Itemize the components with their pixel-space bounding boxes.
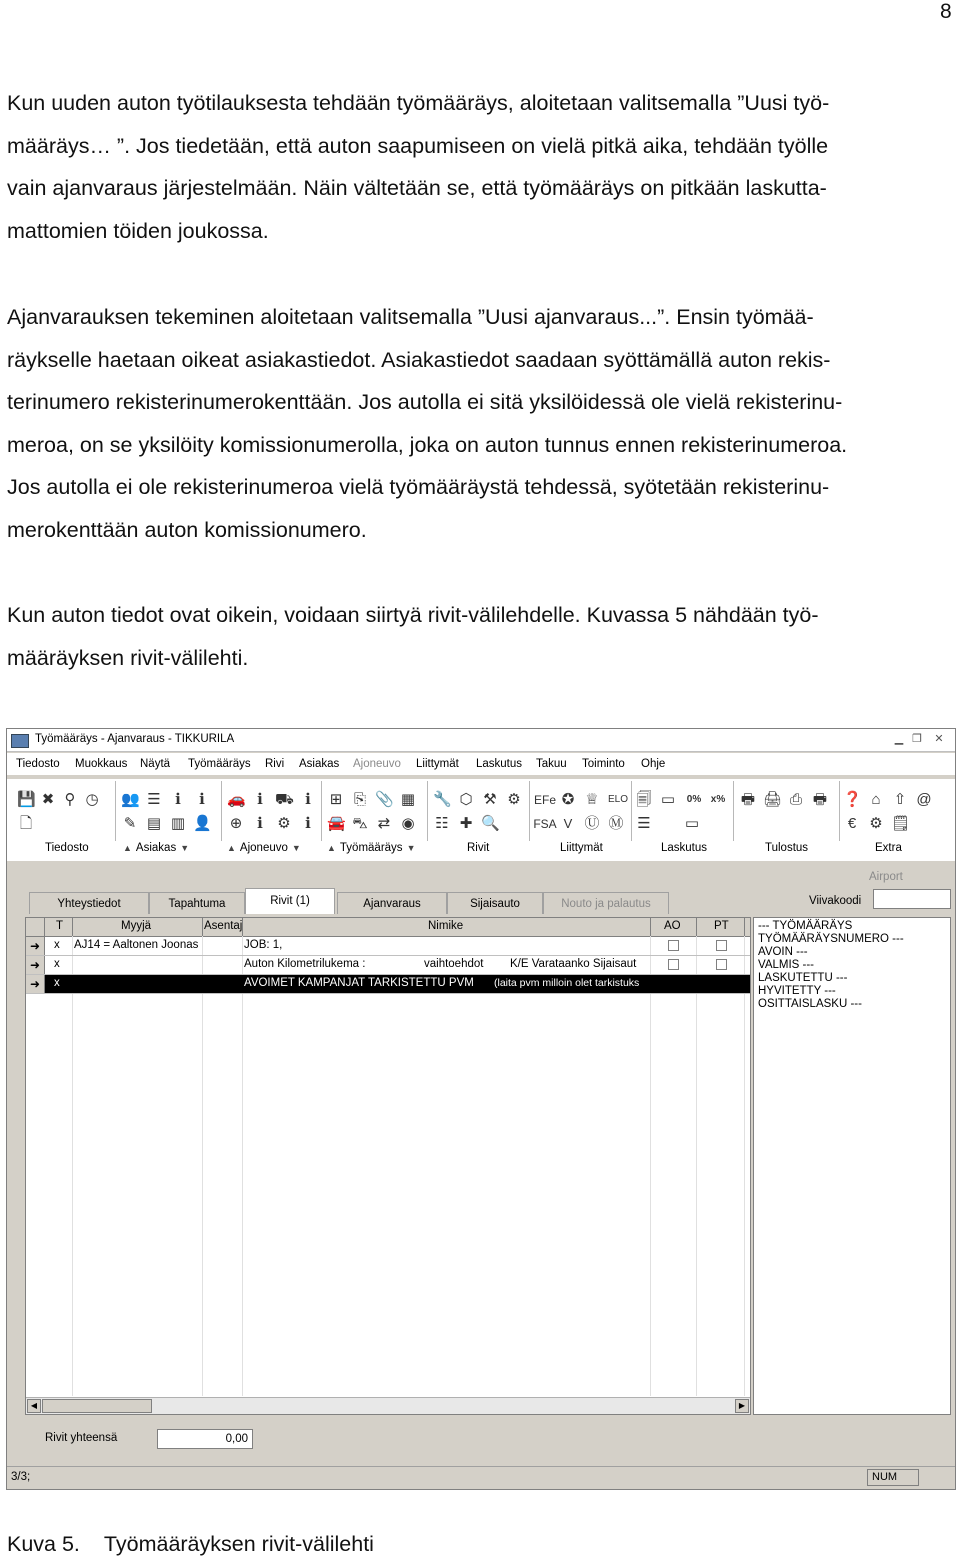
elo-icon[interactable]: ELO: [607, 794, 628, 805]
paragraph-line: Kun uuden auton työtilauksesta tehdään työmääräys, aloitetaan valitsemalla ”Uusi työ-: [7, 91, 830, 115]
row-pointer-icon: ➜: [26, 937, 45, 955]
column-header-myyja[interactable]: Myyjä: [121, 920, 152, 932]
column-header-pt[interactable]: PT: [714, 920, 729, 932]
vehicle-lift-icon[interactable]: ⛟: [275, 791, 294, 808]
toolbar: [7, 779, 955, 861]
home-icon[interactable]: ⌂: [871, 791, 881, 808]
caption-text: Työmääräyksen rivit-välilehti: [103, 1532, 374, 1556]
column-header-t[interactable]: T: [56, 920, 64, 932]
airport-label: Airport: [869, 871, 903, 883]
toolbar-label-ajoneuvo: [227, 842, 301, 854]
new-document-icon[interactable]: 🗋: [19, 815, 33, 832]
print-all-icon[interactable]: 🖶: [812, 791, 828, 808]
status-list-item[interactable]: OSITTAISLASKU ---: [758, 998, 862, 1010]
close-icon[interactable]: ✕: [934, 733, 944, 745]
caption-label: Kuva 5.: [7, 1532, 80, 1556]
cell-nimike-extra: K/E Varataanko Sijaisaut: [510, 958, 637, 970]
arrow-up-icon[interactable]: ▲: [123, 843, 132, 853]
amount-icon[interactable]: ▭: [660, 791, 676, 808]
cell-t: x: [54, 958, 60, 970]
toolbar-label-asiakas: [123, 842, 189, 854]
rows-total-value: 0,00: [157, 1429, 253, 1449]
column-header-asentaja[interactable]: Asentaj: [204, 920, 243, 932]
toolbar-label-extra: Extra: [875, 842, 902, 854]
minimize-icon[interactable]: ▁: [894, 733, 904, 745]
customer-info-icon[interactable]: 👤: [193, 815, 212, 832]
help-icon[interactable]: ❓: [843, 791, 862, 808]
toolbar-group-extra: [841, 781, 947, 841]
transfer-icon[interactable]: ⇄: [377, 815, 391, 832]
row-pointer-icon: ➜: [26, 975, 45, 993]
menu-ajoneuvo: Ajoneuvo: [353, 758, 401, 770]
toolbar-label-text: Työmääräys: [339, 842, 403, 854]
menu-asiakas[interactable]: Asiakas: [299, 758, 340, 770]
cell-nimike-note: (laita pvm milloin olet tarkistuks: [494, 977, 640, 989]
scroll-right-icon[interactable]: ▶: [735, 1399, 749, 1413]
tab-rivit[interactable]: Rivit (1): [245, 888, 335, 914]
customer-list-icon[interactable]: ☰: [147, 791, 161, 808]
app-icon: [11, 734, 29, 748]
status-record-count: 3/3;: [11, 1471, 31, 1483]
menu-rivi[interactable]: Rivi: [265, 758, 285, 770]
toolbar-group-asiakas: [117, 781, 222, 841]
menu-tiedosto[interactable]: Tiedosto: [16, 758, 60, 770]
num-lock-indicator: NUM: [867, 1469, 919, 1486]
paragraph-line: terinumero rekisterinumerokenttään. Jos autolla ei sitä yksilöidessä ole vielä rekisterinu-: [7, 390, 843, 414]
car-service-icon[interactable]: ⚙: [277, 815, 291, 832]
status-list-item[interactable]: VALMIS ---: [758, 959, 815, 971]
car-check-icon[interactable]: ⛍: [352, 815, 368, 832]
rows-icon[interactable]: ☷: [435, 815, 449, 832]
paragraph-3: [7, 594, 957, 679]
info-icon[interactable]: ℹ: [305, 791, 311, 808]
paragraph-line: räykselle haetaan oikeat asiakastiedot. Asiakastiedot saadaan syöttämällä auton rekis-: [7, 347, 831, 372]
ao-checkbox[interactable]: [668, 959, 679, 970]
toolbar-group-liittymat: [531, 781, 632, 841]
figure-caption: [7, 1532, 398, 1557]
mp-icon[interactable]: Ⓜ: [608, 815, 624, 832]
toolbar-group-rivit: [429, 781, 530, 841]
copy-work-order-icon[interactable]: ⎘: [353, 791, 366, 808]
toolbar-label-text: Ajoneuvo: [239, 842, 288, 854]
save-icon[interactable]: 💾: [17, 791, 36, 808]
euro-icon[interactable]: €: [847, 815, 857, 832]
menu-tyomaarays[interactable]: Työmääräys: [188, 758, 251, 770]
column-header-nimike[interactable]: Nimike: [428, 920, 464, 932]
paragraph-line: Jos autolla ei ole rekisterinumeroa vielä työmääräystä tehdessä, syötetään rekisterinu-: [7, 475, 830, 499]
paragraph-line: vain ajanvaraus järjestelmään. Näin vältetään se, että työmääräys on pitkään laskutta-: [7, 176, 827, 200]
application-screenshot: [6, 728, 956, 1490]
print-preview-icon[interactable]: 🖨: [763, 791, 783, 808]
toolbar-label-tiedosto: Tiedosto: [45, 842, 89, 854]
status-list-item[interactable]: AVOIN ---: [758, 946, 808, 958]
status-list: [753, 917, 951, 1415]
arrow-down-icon[interactable]: ▼: [406, 843, 416, 853]
pt-checkbox[interactable]: [716, 940, 727, 951]
documents-icon[interactable]: ▦: [400, 791, 416, 808]
column-header-ao[interactable]: AO: [664, 920, 681, 932]
toolbar-label-tyomaarays: [327, 842, 415, 854]
cell-nimike-options: vaihtoehdot: [424, 958, 484, 970]
delete-icon[interactable]: ✖: [41, 791, 55, 808]
tab-sijaisauto[interactable]: Sijaisauto: [447, 892, 543, 914]
car-icon[interactable]: 🚘: [327, 815, 346, 832]
search-row-icon[interactable]: 🔍: [481, 815, 500, 832]
arrow-up-icon[interactable]: ▲: [327, 843, 336, 853]
cell-nimike: JOB: 1,: [244, 939, 283, 951]
arrow-down-icon[interactable]: ▼: [180, 843, 190, 853]
toolbar-label-rivit: Rivit: [467, 842, 490, 854]
rows-total-label: Rivit yhteensä: [45, 1432, 118, 1444]
paragraph-line: mattomien töiden joukossa.: [7, 218, 269, 243]
paragraph-1: [7, 82, 957, 252]
paragraph-line: meroa, on se yksilöity komissionumerolla, joka on auton tunnus ennen rekisterinumeroa.: [7, 432, 848, 457]
arrow-up-icon[interactable]: ▲: [227, 843, 236, 853]
new-work-order-icon[interactable]: ⊞: [329, 791, 343, 808]
title-bar: [7, 729, 955, 752]
menu-toiminto[interactable]: Toiminto: [582, 758, 625, 770]
menu-bar: [7, 753, 955, 775]
tools-icon[interactable]: ⚒: [483, 791, 497, 808]
table-row-selected[interactable]: [26, 975, 750, 994]
x-percent-icon[interactable]: x%: [710, 794, 726, 805]
tab-nouto-ja-palautus: Nouto ja palautus: [543, 892, 669, 914]
menu-laskutus[interactable]: Laskutus: [476, 758, 523, 770]
menu-takuu[interactable]: Takuu: [536, 758, 567, 770]
email-icon[interactable]: @: [916, 791, 932, 808]
nut-icon[interactable]: ⬡: [459, 791, 473, 808]
pt-checkbox[interactable]: [716, 959, 727, 970]
status-list-item[interactable]: HYVITETTY ---: [758, 985, 836, 997]
tab-yhteystiedot[interactable]: Yhteystiedot: [29, 892, 149, 914]
viivakoodi-input[interactable]: [873, 889, 951, 909]
menu-muokkaus[interactable]: Muokkaus: [75, 758, 128, 770]
toolbar-group-tulostus: [735, 781, 840, 841]
invoice-search-icon[interactable]: 🗐: [636, 791, 652, 808]
paragraph-line: määräys… ”. Jos tiedetään, että auton saapumiseen on vielä pitkä aika, tehdään työlle: [7, 133, 829, 158]
emblem-icon[interactable]: ✪: [561, 791, 575, 808]
clock-icon[interactable]: ◷: [85, 791, 99, 808]
fsa-icon[interactable]: FSA: [533, 817, 557, 831]
u-brand-icon[interactable]: Ⓤ: [584, 815, 600, 832]
tab-ajanvaraus[interactable]: Ajanvaraus: [337, 892, 447, 914]
toolbar-label-tulostus: Tulostus: [765, 842, 809, 854]
toolbar-group-tyomaarays: [323, 781, 428, 841]
efe-icon[interactable]: EFe: [533, 793, 556, 807]
v-icon[interactable]: V: [563, 816, 573, 831]
page-number: 8: [940, 0, 952, 23]
scroll-left-icon[interactable]: ◀: [27, 1399, 41, 1413]
info-icon[interactable]: ℹ: [257, 815, 263, 832]
steering-wheel-icon[interactable]: ⊕: [229, 815, 243, 832]
paragraph-line: Kun auton tiedot ovat oikein, voidaan siirtyä rivit-välilehdelle. Kuvassa 5 nähdään työ-: [7, 603, 819, 627]
wrench-icon[interactable]: 🔧: [433, 791, 452, 808]
info-icon[interactable]: ℹ: [305, 815, 311, 832]
customer-icon[interactable]: 👥: [121, 791, 140, 808]
toolbar-group-ajoneuvo: [223, 781, 322, 841]
window-title: Työmääräys - Ajanvaraus - TIKKURILA: [35, 733, 235, 745]
toolbar-label-laskutus: Laskutus: [661, 842, 708, 854]
chart-icon[interactable]: ▥: [170, 815, 186, 832]
toolbar-group-laskutus: [633, 781, 734, 841]
print-settings-icon[interactable]: ⎙: [789, 791, 802, 808]
toolbar-label-text: Asiakas: [135, 842, 177, 854]
paragraph-line: Ajanvarauksen tekeminen aloitetaan valitsemalla ”Uusi ajanvaraus...”. Ensin työmää-: [7, 305, 814, 329]
scroll-thumb[interactable]: [42, 1399, 152, 1413]
attachment-icon[interactable]: 📎: [375, 791, 394, 808]
info-icon[interactable]: ℹ: [175, 791, 181, 808]
invoice-rows-icon[interactable]: ☰: [637, 815, 651, 832]
brand-icon[interactable]: ♕: [585, 791, 599, 808]
paragraph-2: [7, 296, 957, 551]
menu-nayta[interactable]: Näytä: [140, 758, 171, 770]
status-bar: [7, 1466, 955, 1489]
table-row[interactable]: [26, 956, 750, 975]
add-row-icon[interactable]: ✚: [459, 815, 473, 832]
percent-tool-icon[interactable]: ⚙: [507, 791, 521, 808]
info-icon[interactable]: ℹ: [199, 791, 205, 808]
toolbar-label-liittymat: Liittymät: [560, 842, 603, 854]
paragraph-line: merokenttään auton komissionumero.: [7, 517, 367, 542]
viivakoodi-label: Viivakoodi: [809, 895, 862, 907]
tab-tapahtuma[interactable]: Tapahtuma: [149, 892, 245, 914]
rows-grid: [25, 917, 751, 1415]
status-list-item[interactable]: --- TYÖMÄÄRÄYS: [758, 920, 853, 932]
globe-icon[interactable]: ◉: [401, 815, 415, 832]
disabled-icon: ▭: [684, 815, 700, 832]
cell-nimike: AVOIMET KAMPANJAT TARKISTETTU PVM: [244, 977, 474, 989]
info-icon[interactable]: ℹ: [257, 791, 263, 808]
paragraph-line: määräyksen rivit-välilehti.: [7, 645, 249, 670]
menu-liittymat[interactable]: Liittymät: [416, 758, 459, 770]
cell-t: x: [54, 939, 60, 951]
cell-nimike: Auton Kilometrilukema :: [244, 958, 366, 970]
arrow-down-icon[interactable]: ▼: [291, 843, 301, 853]
upload-icon[interactable]: ⇧: [893, 791, 907, 808]
notes-icon[interactable]: 🗒: [891, 815, 911, 832]
binoculars-icon[interactable]: ⚲: [64, 791, 76, 808]
status-list-item[interactable]: LASKUTETTU ---: [758, 972, 848, 984]
toolbar-group-tiedosto: [11, 781, 116, 841]
bike-icon[interactable]: ⚙: [869, 815, 883, 832]
row-pointer-icon: ➜: [26, 956, 45, 974]
zero-percent-icon[interactable]: 0%: [686, 794, 702, 805]
status-list-item[interactable]: TYÖMÄÄRÄYSNUMERO ---: [758, 933, 904, 945]
cell-t: x: [54, 977, 60, 989]
ao-checkbox[interactable]: [668, 940, 679, 951]
menu-ohje[interactable]: Ohje: [641, 758, 666, 770]
customer-edit-icon[interactable]: ✎: [123, 815, 137, 832]
customer-card-icon[interactable]: ▤: [146, 815, 162, 832]
restore-icon[interactable]: ❐: [912, 733, 922, 745]
cell-myyja: AJ14 = Aaltonen Joonas: [74, 939, 199, 951]
table-row[interactable]: [26, 937, 750, 956]
print-icon[interactable]: 🖶: [740, 791, 756, 808]
car-icon[interactable]: 🚗: [227, 791, 246, 808]
horizontal-scrollbar[interactable]: [26, 1397, 750, 1414]
